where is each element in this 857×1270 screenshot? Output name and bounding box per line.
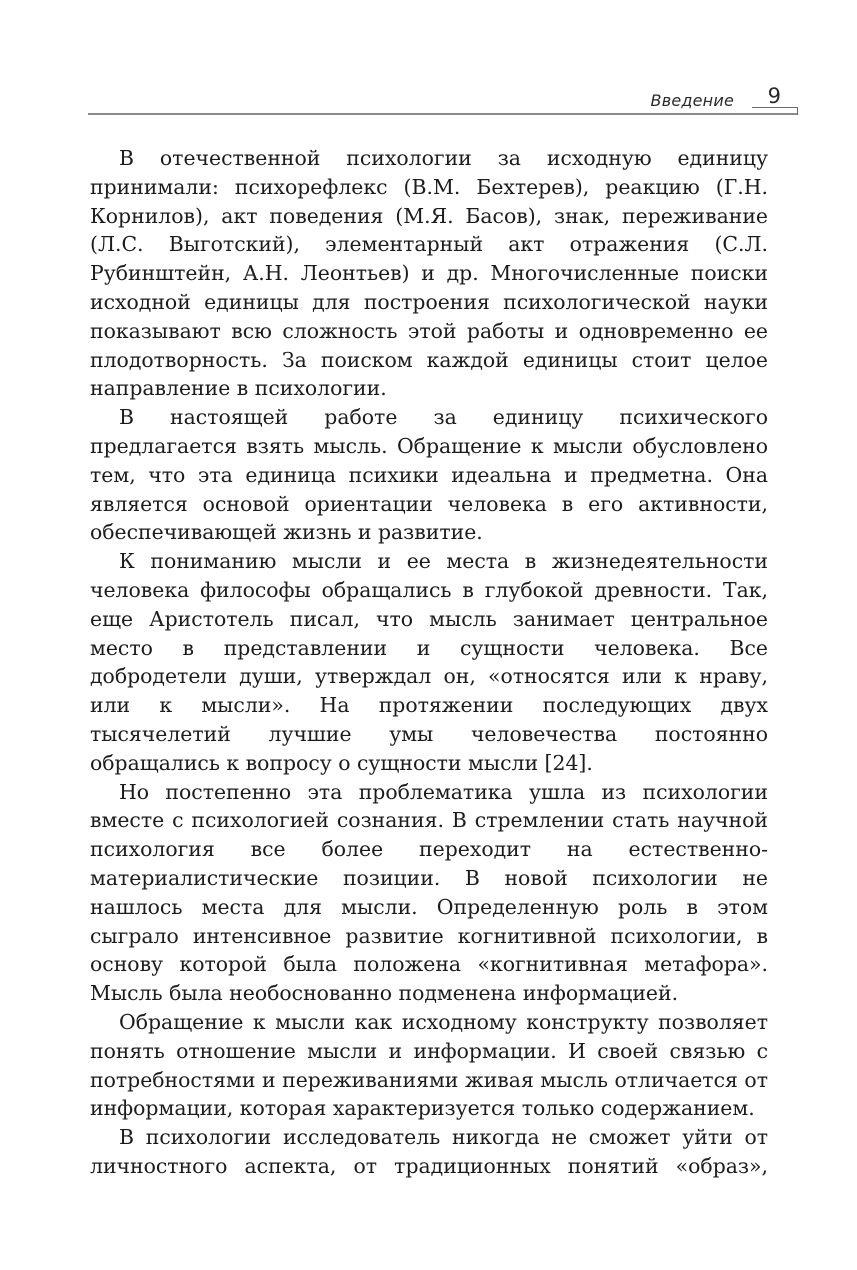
header-tab-decoration — [752, 107, 798, 115]
paragraph-3: К пониманию мысли и ее места в жизнедеятельности человека философы обращались в глубокой древности. Так, еще Аристотель писал, что мысль занимает центральное место в представлении и сущности человека. Все добродетели души, утверждал он, «относятся или к нраву, или к мысли». На протяжении последующих двух тысячелетий лучшие умы человечества постоянно обращались к вопросу о сущности мысли [24]. — [90, 549, 768, 775]
header-rule — [88, 113, 798, 115]
paragraph-6: В психологии исследователь никогда не сможет уйти от личностного аспекта, от традиционных понятий «образ», — [90, 1125, 768, 1178]
page-number: 9 — [767, 84, 781, 108]
paragraph-2: В настоящей работе за единицу психического предлагается взять мысль. Обращение к мысли обусловлено тем, что эта единица психики идеальна и предметна. Она является основой ориентации человека в его активности, обеспечивающей жизнь и развитие. — [90, 405, 768, 545]
section-title: Введение — [650, 91, 734, 110]
paragraph-5: Обращение к мысли как исходному конструкту позволяет понять отношение мысли и информации. И своей связью с потребностями и переживаниями живая мысль отличается от информации, которая характеризуется только содержанием. — [90, 1009, 768, 1121]
body-text — [90, 144, 768, 1181]
running-header — [88, 84, 798, 124]
paragraph-1: В отечественной психологии за исходную единицу принимали: психорефлекс (В.М. Бехтерев), реакцию (Г.Н. Корнилов), акт поведения (М.Я. Басов), знак, переживание (Л.С. Выготский), элементарный акт отражения (С.Л. Рубинштейн, А.Н. Леонтьев) и др. Многочисленные поиски исходной единицы для построения психологической науки показывают всю сложность этой работы и одновременно ее плодотворность. За поиском каждой единицы стоит целое направление в психологии. — [90, 146, 768, 401]
paragraph-4: Но постепенно эта проблематика ушла из психологии вместе с психологией сознания. В стремлении стать научной психология все более переходит на естественно-материалистические позиции. В новой психологии не нашлось места для мысли. Определенную роль в этом сыграло интенсивное развитие когнитивной психологии, в основу которой была положена «когнитивная метафора». Мысль была необоснованно подменена информацией. — [90, 779, 768, 1006]
